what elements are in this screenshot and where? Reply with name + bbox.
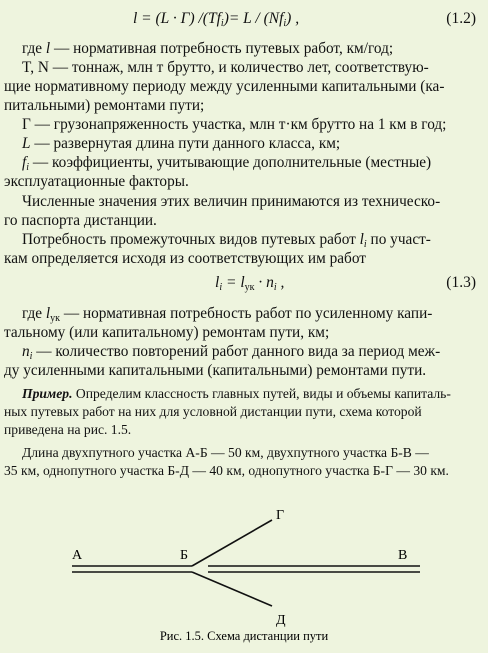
- term: l: [45, 305, 51, 322]
- equation-number: (1.2): [446, 10, 476, 27]
- station-label-b: Б: [180, 548, 189, 563]
- definition-text: — коэффициенты, учитывающие дополнительные (местные): [29, 154, 432, 171]
- definition-text: — тоннаж, млн т брутто, и количество лет, соответствую-: [48, 59, 429, 76]
- definition-line: [22, 343, 440, 361]
- formula-1-3: [215, 274, 284, 292]
- definition-line: щие нормативному периоду между усиленными капитальными (ка-: [4, 78, 445, 95]
- definition-line: [22, 305, 432, 323]
- term: l: [45, 40, 51, 57]
- example-line: [22, 385, 451, 403]
- definition-line: тальному (или капитальному) ремонтам пути, км;: [4, 324, 330, 341]
- station-label-g: Г: [276, 508, 285, 523]
- definition-text: — нормативная потребность работ по усиленному капи-: [60, 305, 433, 322]
- term-subscript: i: [29, 351, 33, 362]
- formula-text: l: [240, 274, 245, 291]
- paragraph-text: по участ-: [366, 231, 431, 248]
- example-line: приведена на рис. 1.5.: [4, 422, 132, 437]
- paragraph-line: кам определяется исходя из соответствующих им работ: [4, 250, 366, 267]
- formula-subscript: i: [283, 18, 287, 29]
- definition-text: — грузонапряженность участка, млн т·км брутто на 1 км в год;: [30, 116, 447, 133]
- definition-line: эксплуатационные факторы.: [4, 173, 189, 190]
- where-word: где: [22, 40, 46, 57]
- paragraph-line: [22, 231, 431, 249]
- formula-subscript: ук: [244, 282, 255, 293]
- station-label-v: В: [398, 548, 408, 563]
- term: T, N: [22, 59, 49, 76]
- example-label: Пример.: [22, 386, 73, 401]
- definition-line: [22, 116, 446, 134]
- paragraph-line: го паспорта дистанции.: [4, 212, 157, 229]
- definition-line: [22, 154, 431, 172]
- term: Г: [22, 116, 31, 133]
- term: L: [22, 135, 31, 152]
- formula-text: ·: [254, 274, 267, 291]
- formula-text: l: [215, 274, 220, 291]
- example-line: 35 км, однопутного участка Б-Д — 40 км, однопутного участка Б-Г — 30 км.: [4, 463, 449, 478]
- term: l: [359, 231, 364, 248]
- term-subscript: ук: [50, 313, 61, 324]
- formula-subscript: i: [220, 18, 224, 29]
- branch-line-g: [192, 520, 272, 566]
- definition-text: — развернутая длина пути данного класса, км;: [30, 135, 341, 152]
- term-subscript: i: [363, 239, 367, 250]
- formula-text: l = (L · Г) /(Tf: [133, 10, 221, 27]
- term: f: [22, 154, 27, 171]
- definition-text: — количество повторений работ данного вида за период меж-: [32, 343, 441, 360]
- equation-number: (1.3): [446, 274, 476, 291]
- formula-text: n: [266, 274, 274, 291]
- definition-line: [22, 135, 340, 153]
- definition-line: [22, 59, 429, 77]
- formula-text: ,: [276, 274, 285, 291]
- paragraph-text: Потребность промежуточных видов путевых работ: [22, 231, 360, 248]
- where-word: где: [22, 305, 46, 322]
- formula-subscript: i: [219, 282, 223, 293]
- definition-line: [22, 40, 393, 58]
- example-line: ных путевых работ на них для условной дистанции пути, схема которой: [4, 404, 422, 419]
- definition-text: — нормативная потребность путевых работ, км/год;: [50, 40, 394, 57]
- figure-caption: Рис. 1.5. Схема дистанции пути: [159, 629, 329, 643]
- term-subscript: i: [26, 162, 30, 173]
- example-line: Длина двухпутного участка А-Б — 50 км, двухпутного участка Б-В —: [22, 445, 429, 460]
- formula-1-2: [133, 10, 299, 28]
- distance-scheme-figure: [0, 493, 488, 653]
- station-label-d: Д: [276, 613, 286, 628]
- station-label-a: А: [72, 548, 83, 563]
- example-text: Определим классность главных путей, виды и объемы капиталь-: [72, 386, 451, 401]
- formula-text: =: [222, 274, 241, 291]
- formula-text: ) ,: [286, 10, 300, 27]
- branch-line-d: [192, 572, 272, 606]
- definition-line: ду усиленными капитальными (капитальными) ремонтами пути.: [4, 362, 427, 379]
- formula-text: )= L / (Nf: [223, 10, 284, 27]
- paragraph-line: Численные значения этих величин принимаются из техническо-: [22, 193, 441, 210]
- term: n: [22, 343, 30, 360]
- formula-subscript: i: [273, 282, 277, 293]
- definition-line: питальными) ремонтами пути;: [4, 97, 205, 114]
